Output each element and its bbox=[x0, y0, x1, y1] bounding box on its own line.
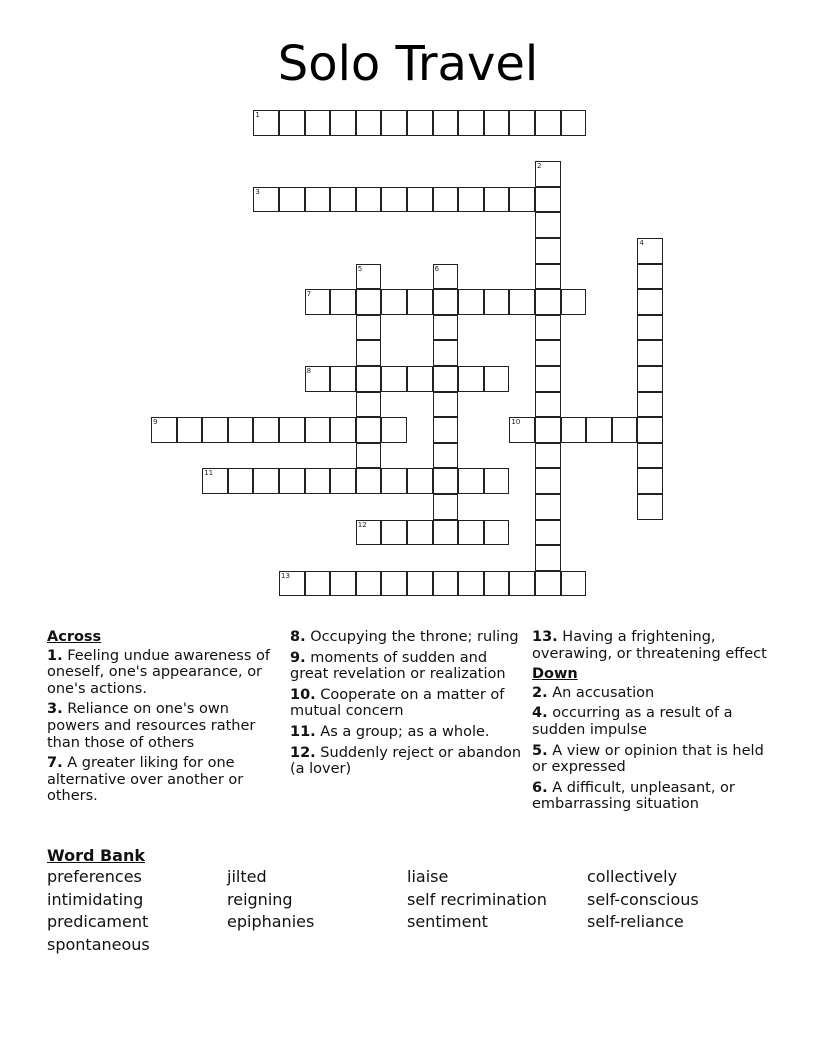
grid-cell[interactable] bbox=[612, 417, 638, 443]
cell-number: 3 bbox=[255, 187, 260, 196]
grid-cell[interactable] bbox=[637, 289, 663, 315]
clue-number: 11. bbox=[290, 723, 316, 740]
grid-cell[interactable] bbox=[228, 468, 254, 494]
clue-number: 2. bbox=[532, 684, 548, 701]
grid-cell[interactable] bbox=[407, 366, 433, 392]
clue-text: Suddenly reject or abandon (a lover) bbox=[290, 744, 522, 778]
grid-cell[interactable] bbox=[458, 187, 484, 213]
grid-cell[interactable] bbox=[433, 264, 459, 290]
clue-number: 3. bbox=[47, 701, 63, 718]
grid-cell[interactable] bbox=[561, 571, 587, 597]
grid-cell[interactable] bbox=[356, 289, 382, 315]
grid-cell[interactable] bbox=[356, 520, 382, 546]
grid-cell[interactable] bbox=[433, 417, 459, 443]
grid-cell[interactable] bbox=[279, 468, 305, 494]
grid-cell[interactable] bbox=[586, 417, 612, 443]
grid-cell[interactable] bbox=[637, 417, 663, 443]
grid-cell[interactable] bbox=[381, 366, 407, 392]
clues-column-1 bbox=[47, 629, 279, 809]
cell-number: 1 bbox=[255, 111, 260, 119]
grid-cell[interactable] bbox=[637, 264, 663, 290]
grid-cell[interactable] bbox=[561, 417, 587, 443]
grid-cell[interactable] bbox=[381, 571, 407, 597]
grid-cell[interactable] bbox=[535, 238, 561, 264]
clue-across-3 bbox=[47, 701, 279, 751]
grid-cell[interactable] bbox=[330, 366, 356, 392]
clue-text: occurring as a result of a sudden impulse bbox=[532, 705, 733, 738]
grid-cell[interactable] bbox=[356, 468, 382, 494]
grid-cell[interactable] bbox=[637, 392, 663, 418]
grid-cell[interactable] bbox=[433, 187, 459, 213]
clue-number: 12. bbox=[290, 744, 316, 761]
clue-number: 13. bbox=[532, 629, 558, 645]
grid-cell[interactable] bbox=[305, 289, 331, 315]
cell-number: 13 bbox=[281, 571, 290, 580]
grid-cell[interactable] bbox=[356, 366, 382, 392]
grid-cell[interactable] bbox=[561, 289, 587, 315]
grid-cell[interactable] bbox=[381, 110, 407, 136]
clue-number: 8. bbox=[290, 629, 306, 645]
word-bank-item: predicament bbox=[47, 912, 149, 931]
clue-across-8 bbox=[290, 629, 526, 646]
word-bank-item: liaise bbox=[407, 867, 449, 886]
clue-number: 5. bbox=[532, 742, 548, 759]
grid-cell[interactable] bbox=[535, 520, 561, 546]
grid-cell[interactable] bbox=[484, 366, 510, 392]
grid-cell[interactable] bbox=[637, 366, 663, 392]
cell-number: 12 bbox=[357, 520, 367, 529]
word-bank-item: spontaneous bbox=[47, 934, 150, 954]
grid-cell[interactable] bbox=[433, 315, 459, 341]
grid-cell[interactable] bbox=[407, 520, 433, 546]
grid-cell[interactable] bbox=[407, 571, 433, 597]
clue-text: Feeling undue awareness of oneself, one's appearance, or one's actions. bbox=[47, 647, 270, 697]
cell-number: 10 bbox=[511, 418, 521, 427]
grid-cell[interactable] bbox=[535, 289, 561, 315]
crossword-grid bbox=[151, 110, 691, 610]
grid-cell[interactable] bbox=[407, 468, 433, 494]
clue-text: Having a frightening, overawing, or threatening effect bbox=[532, 629, 767, 662]
grid-cell[interactable] bbox=[253, 468, 279, 494]
grid-cell[interactable] bbox=[305, 571, 331, 597]
down-header: Down bbox=[532, 666, 578, 683]
grid-cell[interactable] bbox=[484, 468, 510, 494]
grid-cell[interactable] bbox=[330, 110, 356, 136]
grid-cell[interactable] bbox=[356, 187, 382, 213]
grid-cell[interactable] bbox=[535, 366, 561, 392]
clue-down-2 bbox=[532, 685, 768, 702]
clue-across-12 bbox=[290, 745, 526, 778]
grid-cell[interactable] bbox=[433, 443, 459, 469]
grid-cell[interactable] bbox=[509, 289, 535, 315]
word-bank-item: sentiment bbox=[407, 912, 488, 931]
grid-cell[interactable] bbox=[535, 494, 561, 520]
clue-number: 4. bbox=[532, 705, 548, 722]
clue-text: A view or opinion that is held or expressed bbox=[532, 742, 764, 776]
grid-cell[interactable] bbox=[535, 443, 561, 469]
clue-text: Reliance on one's own powers and resources rather than those of others bbox=[47, 701, 256, 751]
grid-cell[interactable] bbox=[407, 289, 433, 315]
grid-cell[interactable] bbox=[535, 161, 561, 187]
grid-cell[interactable] bbox=[279, 571, 305, 597]
grid-cell[interactable] bbox=[305, 110, 331, 136]
grid-cell[interactable] bbox=[535, 110, 561, 136]
clue-across-9 bbox=[290, 650, 526, 683]
grid-cell[interactable] bbox=[535, 340, 561, 366]
cell-number: 9 bbox=[153, 418, 158, 427]
grid-cell[interactable] bbox=[305, 468, 331, 494]
clue-text: As a group; as a whole. bbox=[320, 723, 490, 740]
grid-cell[interactable] bbox=[484, 520, 510, 546]
grid-cell[interactable] bbox=[381, 289, 407, 315]
grid-cell[interactable] bbox=[433, 571, 459, 597]
grid-cell[interactable] bbox=[356, 417, 382, 443]
clue-text: moments of sudden and great revelation or realization bbox=[290, 649, 506, 683]
grid-cell[interactable] bbox=[356, 110, 382, 136]
word-bank-header: Word Bank bbox=[47, 846, 146, 865]
grid-cell[interactable] bbox=[637, 443, 663, 469]
clue-across-11 bbox=[290, 724, 526, 741]
clue-text: Cooperate on a matter of mutual concern bbox=[290, 686, 505, 720]
grid-cell[interactable] bbox=[330, 289, 356, 315]
word-bank-item: self recrimination bbox=[407, 889, 547, 909]
grid-cell[interactable] bbox=[228, 417, 254, 443]
clue-number: 10. bbox=[290, 686, 316, 703]
grid-cell[interactable] bbox=[458, 289, 484, 315]
grid-cell[interactable] bbox=[253, 187, 279, 213]
grid-cell[interactable] bbox=[484, 289, 510, 315]
grid-cell[interactable] bbox=[458, 571, 484, 597]
clue-number: 7. bbox=[47, 755, 63, 772]
grid-cell[interactable] bbox=[637, 494, 663, 520]
word-bank-item: reigning bbox=[227, 889, 293, 909]
grid-cell[interactable] bbox=[356, 264, 382, 290]
clues-column-3 bbox=[532, 629, 768, 817]
clue-down-6 bbox=[532, 780, 768, 813]
word-bank-item: intimidating bbox=[47, 889, 144, 909]
clue-across-13 bbox=[532, 629, 768, 662]
grid-cell[interactable] bbox=[407, 187, 433, 213]
grid-cell[interactable] bbox=[433, 289, 459, 315]
grid-cell[interactable] bbox=[279, 417, 305, 443]
grid-cell[interactable] bbox=[356, 443, 382, 469]
grid-cell[interactable] bbox=[458, 468, 484, 494]
word-bank-item: self-conscious bbox=[587, 889, 699, 909]
grid-cell[interactable] bbox=[433, 494, 459, 520]
grid-cell[interactable] bbox=[433, 392, 459, 418]
clue-across-1 bbox=[47, 648, 279, 698]
grid-cell[interactable] bbox=[305, 187, 331, 213]
clue-text: A greater liking for one alternative over another or others. bbox=[47, 755, 244, 805]
clue-down-5 bbox=[532, 743, 768, 776]
grid-cell[interactable] bbox=[253, 110, 279, 136]
word-bank-item: self-reliance bbox=[587, 912, 684, 931]
grid-cell[interactable] bbox=[433, 520, 459, 546]
grid-cell[interactable] bbox=[535, 264, 561, 290]
clue-text: A difficult, unpleasant, or embarrassing situation bbox=[532, 779, 735, 813]
grid-cell[interactable] bbox=[305, 366, 331, 392]
clue-down-4 bbox=[532, 705, 768, 738]
grid-cell[interactable] bbox=[433, 110, 459, 136]
grid-cell[interactable] bbox=[458, 110, 484, 136]
grid-cell[interactable] bbox=[433, 340, 459, 366]
word-bank-item: epiphanies bbox=[227, 912, 315, 931]
grid-cell[interactable] bbox=[356, 571, 382, 597]
grid-cell[interactable] bbox=[381, 187, 407, 213]
grid-cell[interactable] bbox=[202, 417, 228, 443]
clue-across-10 bbox=[290, 687, 526, 720]
grid-cell[interactable] bbox=[637, 315, 663, 341]
grid-cell[interactable] bbox=[535, 392, 561, 418]
grid-cell[interactable] bbox=[381, 520, 407, 546]
grid-cell[interactable] bbox=[305, 417, 331, 443]
grid-cell[interactable] bbox=[356, 340, 382, 366]
grid-cell[interactable] bbox=[330, 468, 356, 494]
grid-cell[interactable] bbox=[509, 187, 535, 213]
grid-cell[interactable] bbox=[279, 110, 305, 136]
clue-text: An accusation bbox=[552, 684, 655, 701]
grid-cell[interactable] bbox=[253, 417, 279, 443]
clue-number: 1. bbox=[47, 647, 63, 664]
clue-across-7 bbox=[47, 755, 279, 805]
cell-number: 5 bbox=[357, 264, 363, 273]
grid-cell[interactable] bbox=[458, 366, 484, 392]
grid-cell[interactable] bbox=[509, 571, 535, 597]
word-bank-item: preferences bbox=[47, 867, 142, 886]
grid-cell[interactable] bbox=[535, 187, 561, 213]
grid-cell[interactable] bbox=[330, 571, 356, 597]
grid-cell[interactable] bbox=[535, 417, 561, 443]
cell-number: 7 bbox=[306, 290, 312, 299]
clue-text: Occupying the throne; ruling bbox=[310, 629, 519, 645]
cell-number: 8 bbox=[306, 367, 312, 375]
grid-cell[interactable] bbox=[484, 110, 510, 136]
grid-cell[interactable] bbox=[433, 468, 459, 494]
cell-number: 11 bbox=[204, 469, 214, 478]
grid-cell[interactable] bbox=[381, 417, 407, 443]
cell-number: 2 bbox=[537, 162, 542, 171]
grid-cell[interactable] bbox=[356, 315, 382, 341]
cell-number: 4 bbox=[639, 239, 644, 247]
grid-cell[interactable] bbox=[535, 315, 561, 341]
grid-cell[interactable] bbox=[509, 417, 535, 443]
clue-number: 6. bbox=[532, 779, 548, 796]
grid-cell[interactable] bbox=[279, 187, 305, 213]
clue-number: 9. bbox=[290, 649, 306, 666]
cell-number: 6 bbox=[434, 264, 440, 273]
grid-cell[interactable] bbox=[484, 571, 510, 597]
word-bank-item: collectively bbox=[587, 867, 678, 886]
grid-cell[interactable] bbox=[535, 571, 561, 597]
grid-cell[interactable] bbox=[458, 520, 484, 546]
clues-column-2 bbox=[290, 629, 526, 782]
grid-cell[interactable] bbox=[330, 187, 356, 213]
puzzle-title: Solo Travel bbox=[277, 36, 539, 92]
word-bank bbox=[47, 846, 767, 956]
grid-cell[interactable] bbox=[177, 417, 203, 443]
grid-cell[interactable] bbox=[535, 212, 561, 238]
grid-cell[interactable] bbox=[151, 417, 177, 443]
grid-cell[interactable] bbox=[484, 187, 510, 213]
grid-cell[interactable] bbox=[356, 392, 382, 418]
grid-cell[interactable] bbox=[381, 468, 407, 494]
grid-cell[interactable] bbox=[509, 110, 535, 136]
word-bank-item: jilted bbox=[227, 867, 267, 886]
grid-cell[interactable] bbox=[561, 110, 587, 136]
grid-cell[interactable] bbox=[535, 468, 561, 494]
grid-cell[interactable] bbox=[535, 545, 561, 571]
grid-cell[interactable] bbox=[330, 417, 356, 443]
grid-cell[interactable] bbox=[407, 110, 433, 136]
word-bank-list bbox=[47, 866, 767, 956]
grid-cell[interactable] bbox=[637, 340, 663, 366]
grid-cell[interactable] bbox=[637, 238, 663, 264]
across-header: Across bbox=[47, 629, 102, 645]
grid-cell[interactable] bbox=[637, 468, 663, 494]
grid-cell[interactable] bbox=[202, 468, 228, 494]
grid-cell[interactable] bbox=[433, 366, 459, 392]
